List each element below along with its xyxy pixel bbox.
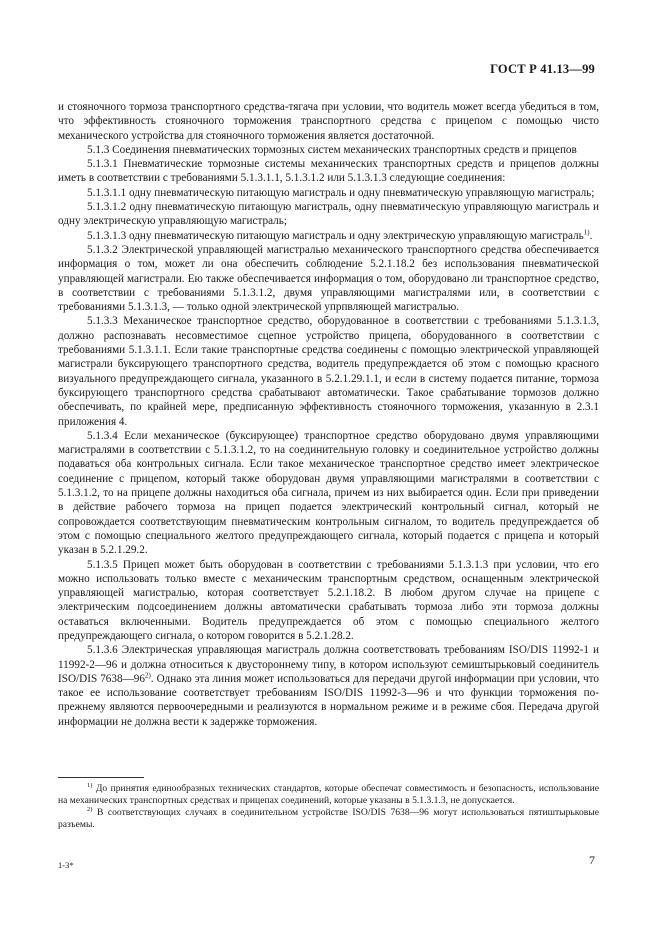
document-header: ГОСТ Р 41.13—99 [490, 62, 595, 76]
footnotes [58, 783, 599, 831]
footnote-mark: 2) [87, 806, 93, 813]
footnote: $^{1)}$ До принятия единообразных технических стандартов, которые обеспечат совместимость и безопасность, использование на механических транспортных средствах и прицепах соединений, которые указаны в 5.1.3.1.3, не допускается. [58, 781, 599, 807]
paragraph: 5.1.3.4 Если механическое (буксирующее) транспортное средство оборудовано двумя управляющими магистралями в соответствии с 5.1.3.1.2, то на соединительную головку и соединительное устройство должны подаваться оба контрольных сигнала. Если такое механическое транспортное средство имеет электрическое соединение с прицепом, который также оборудован двумя управляющими магистралями в соответствии с 5.1.3.1.2, то на прицепе должны находиться оба сигнала, причем из них выбирается один. Если при приведении в действие рабочего тормоза на прицеп подается электрический контрольный сигнал, который не сопровождается соответствующим пневматическим контрольным сигналом, то водитель предупреждается об этом с помощью специального желтого предупреждающего сигнала, который подается с прицепа и который указан в 5.2.1.29.2. [58, 429, 599, 557]
page-number: 7 [589, 853, 595, 867]
paragraph: 5.1.3.1.3 одну пневматическую питающую магистраль и одну электрическую управляющую магистраль$^{1)}$. [87, 227, 593, 242]
paragraph: 5.1.3.5 Прицеп может быть оборудован в соответствии с требованиями 5.1.3.1.3 при условии, что его можно использовать только вместе с механическим транспортным средством, оснащенным электрической управляющей магистралью, которая соответствует 5.2.1.18.2. В любом другом случае на прицепе с электрическим подсоединением должны автоматически срабатывать тормоза либо эти тормоза должны оставаться включенными. Водитель предупреждается об этом с помощью специального желтого предупреждающего сигнала, о котором говорится в 5.2.1.28.2. [58, 558, 599, 642]
paragraph: 5.1.3.1.2 одну пневматическую питающую магистраль, одну пневматическую управляющую магистраль и одну электрическую управляющую магистраль; [58, 201, 599, 228]
paragraph: 5.1.3.2 Электрической управляющей магистралью механического транспортного средства обеспечивается информация о том, может ли она обеспечить соблюдение 5.2.1.18.2 без использования пневматической управляющей магистрали. Ею также обеспечивается информация о том, оборудовано ли транспортное средство, в соответствии с требованиями 5.1.3.1.2, двумя управляющими магистралями или, в соответствии с требованиями 5.1.3.1.3, — только одной электрической упрпвляющей магистралью. [58, 243, 599, 314]
footnote-ref: 1) [583, 227, 590, 236]
footnote-divider [58, 777, 144, 778]
footnote-ref: 2) [144, 671, 151, 680]
paragraph: 5.1.3.6 Электрическая управляющая магистраль должна соответствовать требованиям ISO/DIS 11992-1 и 11992-2—96 и должна относиться к двустороннему типу, в котором используют семиштырьковый соединитель ISO/DIS 7638—96$^{2)}$. Однако эта линия может использоваться для передачи другой информации при условии, что такое ее использование соответствует требованиям ISO/DIS 11992-3—96 и что функции торможения по-прежнему являются первоочередными и реализуются в нормальном режиме и в режиме сбоя. Передача другой информации не должна вести к задержке торможения. [58, 644, 599, 728]
paragraph: и стояночного тормоза транспортного средства-тягача при условии, что водитель может всегда убедиться в том, что эффективность стояночного торможения транспортного средства с прицепом с помощью чисто механического устройства для стояночного торможения является достаточной. [58, 101, 599, 142]
document-body [58, 100, 599, 729]
paragraph: 5.1.3 Соединения пневматических тормозных систем механических транспортных средств и прицепов [87, 143, 577, 156]
paragraph: 5.1.3.3 Механическое транспортное средство, оборудованное в соответствии с требованиями 5.1.3.1.3, должно распознавать несовместимое сцепное устройство прицепа, оборудованного в соответствии с требованиями 5.1.3.1.1. Если такие транспортные средства соединены с помощью электрической управляющей магистрали буксирующего транспортного средства, водитель предупреждается об этом с помощью красного визуального предупреждающего сигнала, указанного в 5.2.1.29.1.1, и если в систему подается питание, тормоза буксирующего транспортного средства срабатывают автоматически. Такое срабатывание тормозов должно обеспечивать, по крайней мере, предписанную эффективность стояночного торможения, указанную в 2.3.1 приложения 4. [58, 315, 599, 428]
footnote-mark: 1) [87, 781, 93, 789]
footnote: $^{2)}$ В соответствующих случаях в соединительном устройстве ISO/DIS 7638—96 могут использоваться пятиштырьковые разъемы. [58, 806, 599, 831]
paragraph: 5.1.3.1 Пневматические тормозные системы механических транспортных средств и прицепов должны иметь в соответствии с требованиями 5.1.3.1.1, 5.1.3.1.2 или 5.1.3.1.3 следующие соединения: [58, 158, 599, 185]
sheet-signature: 1-3* [58, 860, 74, 870]
paragraph: 5.1.3.1.1 одну пневматическую питающую магистраль и одну пневматическую управляющую магистраль; [87, 186, 595, 199]
